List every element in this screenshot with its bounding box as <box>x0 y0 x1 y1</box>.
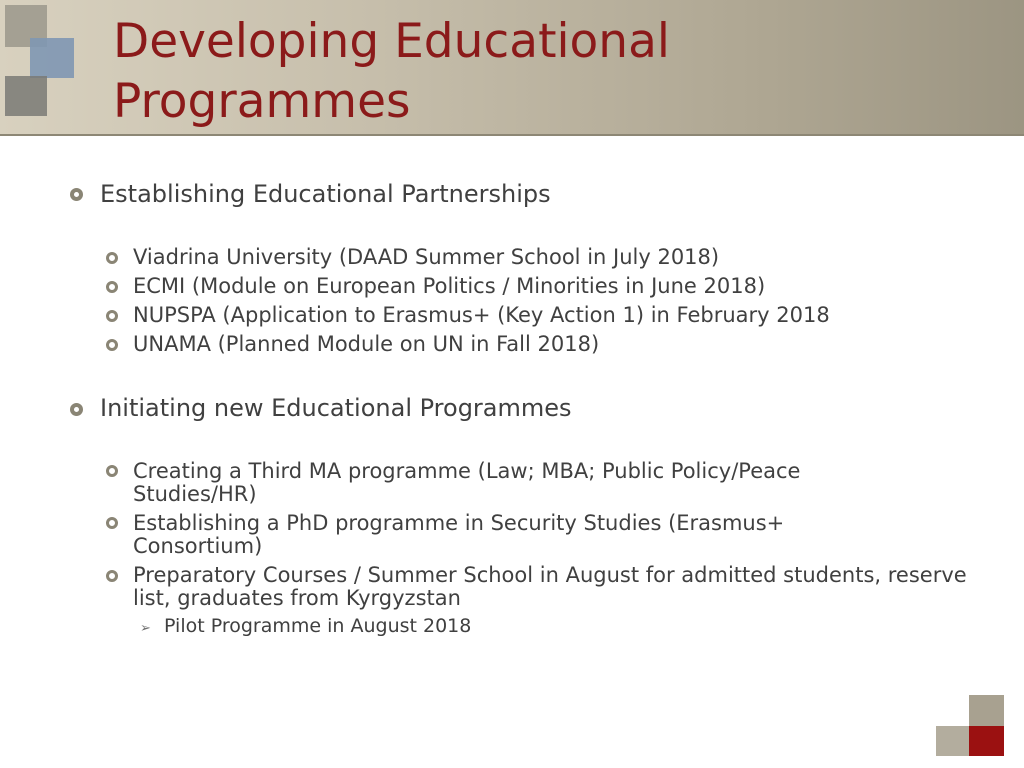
list-item: Preparatory Courses / Summer School in August for admitted students, reserve list, graduates from Kyrgyzstan <box>133 563 967 610</box>
slide-title-line2: Programmes <box>113 74 411 129</box>
arrow-bullet-icon: ➢ <box>140 621 151 636</box>
ring-bullet-icon <box>70 188 83 201</box>
decorative-corner-square <box>969 695 1004 726</box>
list-item: NUPSPA (Application to Erasmus+ (Key Action 1) in February 2018 <box>133 303 830 327</box>
list-item: Creating a Third MA programme (Law; MBA; Public Policy/Peace Studies/HR) <box>133 459 801 506</box>
ring-bullet-icon <box>106 310 118 322</box>
ring-bullet-icon <box>106 570 118 582</box>
list-item: Establishing a PhD programme in Security Studies (Erasmus+ Consortium) <box>133 511 785 558</box>
section-heading-partnerships: Establishing Educational Partnerships <box>100 180 551 208</box>
ring-bullet-icon <box>70 403 83 416</box>
ring-bullet-icon <box>106 252 118 264</box>
list-item: Viadrina University (DAAD Summer School in July 2018) <box>133 245 720 269</box>
decorative-corner-square-red <box>969 726 1004 756</box>
slide-title-line1: Developing Educational <box>113 14 670 69</box>
list-item: ECMI (Module on European Politics / Minorities in June 2018) <box>133 274 766 298</box>
ring-bullet-icon <box>106 281 118 293</box>
section-heading-programmes: Initiating new Educational Programmes <box>100 394 572 422</box>
list-item: UNAMA (Planned Module on UN in Fall 2018) <box>133 332 600 356</box>
ring-bullet-icon <box>106 517 118 529</box>
ring-bullet-icon <box>106 339 118 351</box>
decorative-corner-square <box>936 726 969 756</box>
ring-bullet-icon <box>106 465 118 477</box>
sub-list-item: Pilot Programme in August 2018 <box>164 615 472 637</box>
